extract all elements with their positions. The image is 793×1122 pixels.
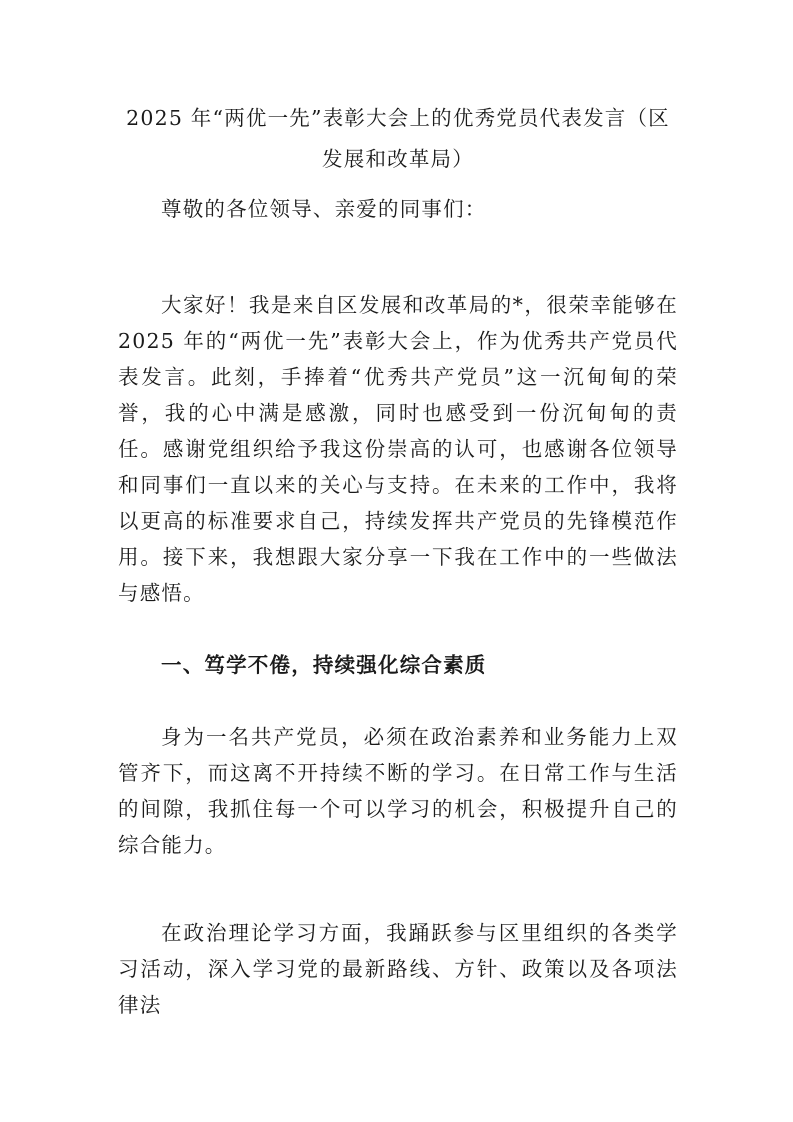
greeting-paragraph: 尊敬的各位领导、亲爱的同事们：	[161, 197, 487, 221]
document-title: 2025 年“两优一先”表彰大会上的优秀党员代表发言（区发展和改革局）	[126, 106, 670, 171]
intro-paragraph: 大家好！我是来自区发展和改革局的*，很荣幸能够在 2025 年的“两优一先”表彰大会上，作为优秀共产党员代表发言。此刻，手捧着“优秀共产党员”这一沉甸甸的荣誉，我的心中满是感激，同时也感受到一份沉甸甸的责任。感谢党组织给予我这份崇高的认可，也感谢各位领导和同事们一直以来的关心与支持。在未来的工作中，我将以更高的标准要求自己，持续发挥共产党员的先锋模范作用。接下来，我想跟大家分享一下我在工作中的一些做法与感悟。	[118, 293, 678, 605]
section-heading: 一、笃学不倦，持续强化综合素质	[161, 653, 487, 677]
theory-paragraph: 在政治理论学习方面，我踊跃参与区里组织的各类学习活动，深入学习党的最新路线、方针、政策以及各项法律法	[118, 921, 678, 1017]
study-paragraph: 身为一名共产党员，必须在政治素养和业务能力上双管齐下，而这离不开持续不断的学习。在日常工作与生活的间隙，我抓住每一个可以学习的机会，积极提升自己的综合能力。	[118, 725, 678, 857]
